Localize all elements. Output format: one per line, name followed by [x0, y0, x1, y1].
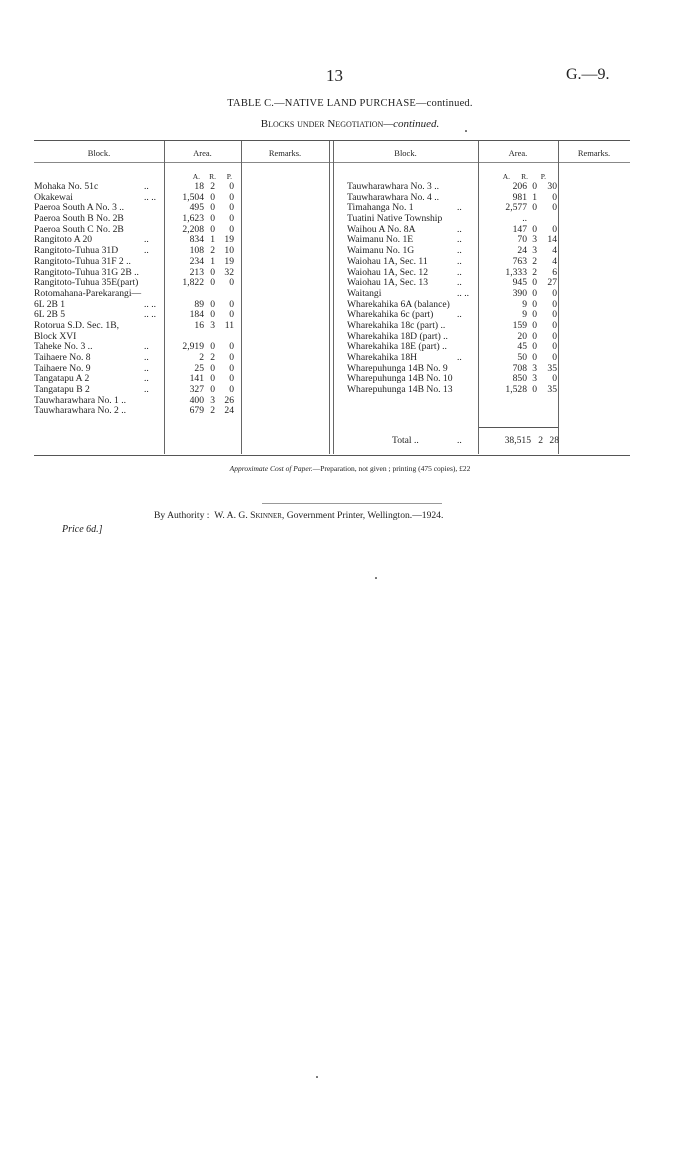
area-acres: 400: [189, 394, 204, 406]
total-lead: ..: [457, 435, 462, 446]
area-acres: 2,919: [182, 341, 204, 353]
area-acres: 9: [522, 309, 527, 321]
block-name: Wharepuhunga 14B No. 10: [347, 373, 453, 385]
block-name: Rangitoto-Tuhua 31D: [34, 245, 119, 257]
area-perches: 19: [224, 234, 234, 246]
document-code: G.—9.: [566, 66, 610, 83]
unit-roods: R.: [209, 172, 216, 181]
block-name: Waimanu No. 1G: [347, 245, 415, 257]
block-name: Tauwharawhara No. 2 ..: [34, 405, 127, 417]
area-roods: 0: [532, 202, 537, 214]
area-roods: 0: [532, 352, 537, 363]
area-perches: 0: [552, 352, 557, 363]
unit-roods: R.: [521, 172, 528, 181]
area-perches: 0: [229, 384, 234, 396]
col-divider-right-area: [558, 141, 559, 454]
area-roods: 0: [532, 384, 537, 396]
area-roods: 2: [210, 245, 215, 257]
area-roods: 3: [210, 319, 215, 331]
block-name: Rotomahana-Parekarangi—: [34, 287, 142, 299]
area-acres: 9: [522, 298, 527, 310]
cost-label: Approximate Cost of Paper.: [229, 464, 313, 473]
block-name: Rotorua S.D. Sec. 1B,: [34, 319, 120, 331]
cost-of-paper-note: [0, 464, 700, 473]
area-perches: 0: [229, 181, 234, 192]
area-perches: 0: [229, 277, 234, 289]
leader-dots: ..: [457, 352, 462, 363]
table-row: [347, 385, 558, 396]
header-remarks-right: Remarks.: [577, 148, 611, 158]
unit-acres: A.: [502, 172, 510, 181]
header-block-right: Block.: [394, 148, 417, 158]
area-perches: 35: [547, 362, 557, 374]
area-acres: 108: [189, 245, 204, 257]
area-acres: 981: [512, 191, 527, 203]
block-name: Timahanga No. 1: [347, 202, 414, 214]
block-name: Waiohau 1A, Sec. 11: [347, 255, 428, 267]
area-acres: 89: [194, 298, 204, 310]
area-roods: 0: [532, 181, 537, 192]
table-subtitle: [0, 118, 700, 130]
leader-dots: ..: [144, 384, 149, 396]
subtitle-main: Blocks under Negotiation: [260, 118, 384, 130]
price: Price 6d.]: [62, 524, 103, 535]
block-name: Wharekahika 18D (part) ..: [347, 330, 448, 342]
area-perches: 0: [229, 191, 234, 203]
area-roods: 3: [210, 394, 215, 406]
scan-speck: [465, 130, 467, 132]
total-rule: [478, 427, 558, 428]
header-block-left: Block.: [87, 148, 111, 158]
total-acres: 38,515: [504, 435, 531, 446]
area-roods: 0: [210, 223, 215, 235]
area-acres: 945: [512, 277, 527, 289]
table-bottom-rule: [34, 455, 630, 456]
area-acres: 2,577: [505, 202, 527, 214]
area-roods: 3: [532, 234, 537, 246]
unit-perches: P.: [540, 172, 546, 181]
area-perches: 0: [552, 330, 557, 342]
left-table-body: [34, 182, 241, 417]
scan-speck: [375, 577, 377, 579]
table-row: [34, 257, 241, 268]
area-acres: 206: [512, 181, 527, 192]
area-acres: 1,528: [505, 384, 527, 396]
block-name: Rangitoto-Tuhua 31F 2 ..: [34, 255, 131, 267]
block-name: Paeroa South C No. 2B: [34, 223, 124, 235]
area-acres: 159: [512, 319, 527, 331]
leader-dots: ..: [457, 245, 462, 257]
area-perches: 6: [552, 266, 557, 278]
block-name: Wharekahika 18c (part) ..: [347, 319, 446, 331]
area-perches: 0: [552, 309, 557, 321]
area-acres: 184: [189, 309, 204, 321]
area-roods: 0: [532, 298, 537, 310]
area-perches: 27: [547, 277, 557, 289]
area-acres: 1,822: [182, 277, 204, 289]
area-perches: 0: [229, 373, 234, 385]
area-acres: 708: [512, 362, 527, 374]
subtitle-continued: —continued.: [383, 118, 440, 130]
leader-dots: .. ..: [144, 298, 156, 310]
block-name: Waimanu No. 1E: [347, 234, 414, 246]
area-roods: 0: [210, 362, 215, 374]
authority-prefix: By Authority :: [154, 510, 210, 521]
table-top-rule: [34, 140, 630, 141]
header-area-right: Area.: [508, 148, 528, 158]
block-name: Taihaere No. 8: [34, 352, 91, 363]
authority-rule: [262, 503, 442, 504]
area-acres: 834: [189, 234, 204, 246]
area-perches: 0: [552, 319, 557, 331]
area-roods: 1: [532, 191, 537, 203]
col-divider-center-1: [329, 141, 330, 454]
area-perches: 26: [224, 394, 234, 406]
block-name: Rangitoto-Tuhua 35E(part): [34, 277, 139, 289]
block-name: Waiohau 1A, Sec. 13: [347, 277, 429, 289]
area-roods: 1: [210, 234, 215, 246]
area-roods: 0: [532, 309, 537, 321]
area-acres: 16: [194, 319, 204, 331]
block-name: Wharekahika 18H: [347, 352, 418, 363]
area-perches: 0: [229, 298, 234, 310]
area-perches: 10: [224, 245, 234, 257]
block-name: Paeroa South A No. 3 ..: [34, 202, 125, 214]
page-number: 13: [326, 66, 343, 85]
area-acres: 141: [189, 373, 204, 385]
block-name: Wharepuhunga 14B No. 9: [347, 362, 448, 374]
leader-dots: ..: [144, 352, 149, 363]
block-name: Waiohau 1A, Sec. 12: [347, 266, 429, 278]
block-name: Mohaka No. 51c: [34, 181, 99, 192]
area-roods: 3: [532, 373, 537, 385]
block-name: Tauwharawhara No. 3 ..: [347, 181, 440, 192]
area-roods: 0: [210, 341, 215, 353]
leader-dots: ..: [457, 266, 462, 278]
area-roods: 2: [210, 352, 215, 363]
block-name: Taheke No. 3 ..: [34, 341, 93, 353]
leader-dots: ..: [144, 181, 149, 192]
area-perches: 30: [547, 181, 557, 192]
area-perches: 0: [229, 352, 234, 363]
block-name: Rangitoto A 20: [34, 234, 93, 246]
area-acres: 763: [512, 255, 527, 267]
area-acres: 50: [517, 352, 527, 363]
area-perches: 24: [224, 405, 234, 417]
area-acres: ..: [522, 213, 527, 225]
area-roods: 0: [210, 202, 215, 214]
block-name: 6L 2B 1: [34, 298, 66, 310]
area-acres: 495: [189, 202, 204, 214]
block-name: Waitangi: [347, 287, 382, 299]
block-name: 6L 2B 5: [34, 309, 66, 321]
block-name: Block XVI: [34, 330, 77, 342]
leader-dots: ..: [457, 309, 462, 321]
area-acres: 679: [189, 405, 204, 417]
area-roods: 2: [532, 266, 537, 278]
area-perches: 11: [224, 319, 234, 331]
block-name: Waihou A No. 8A: [347, 223, 416, 235]
area-roods: 3: [532, 245, 537, 257]
area-perches: 32: [224, 266, 234, 278]
unit-acres: A.: [192, 172, 200, 181]
leader-dots: ..: [457, 202, 462, 214]
table-row: [347, 257, 558, 268]
area-perches: 0: [229, 213, 234, 225]
area-acres: 2,208: [182, 223, 204, 235]
area-acres: 25: [194, 362, 204, 374]
leader-dots: .. ..: [457, 287, 469, 299]
leader-dots: ..: [144, 245, 149, 257]
area-acres: 18: [194, 181, 204, 192]
leader-dots: ..: [144, 234, 149, 246]
table-row: [347, 289, 558, 300]
area-perches: 0: [552, 202, 557, 214]
area-perches: 0: [552, 191, 557, 203]
area-acres: 1,333: [505, 266, 527, 278]
right-table-body: [347, 182, 558, 396]
area-acres: 1,623: [182, 213, 204, 225]
area-roods: 0: [210, 277, 215, 289]
leader-dots: ..: [144, 341, 149, 353]
area-roods: 0: [210, 191, 215, 203]
leader-dots: .. ..: [144, 191, 156, 203]
block-name: Tangatapu B 2: [34, 384, 90, 396]
col-divider-center-2: [333, 141, 334, 454]
area-acres: 2: [199, 352, 204, 363]
block-name: Wharekahika 18E (part) ..: [347, 341, 447, 353]
block-name: Paeroa South B No. 2B: [34, 213, 124, 225]
area-roods: 0: [210, 373, 215, 385]
area-roods: 3: [532, 362, 537, 374]
total-label: Total ..: [392, 435, 419, 446]
area-roods: 1: [210, 255, 215, 267]
header-remarks-left: Remarks.: [268, 148, 302, 158]
area-perches: 0: [229, 362, 234, 374]
block-name: Tangatapu A 2: [34, 373, 90, 385]
block-name: Tuatini Native Township: [347, 213, 443, 225]
area-roods: 0: [532, 330, 537, 342]
cost-details: —Preparation, not given ; printing (475 copies), £22: [312, 464, 471, 473]
block-name: Taihaere No. 9: [34, 362, 91, 374]
col-divider-left-area: [241, 141, 242, 454]
area-roods: 0: [532, 341, 537, 353]
area-perches: 4: [552, 255, 557, 267]
area-acres: 1,504: [182, 191, 204, 203]
area-perches: 14: [547, 234, 557, 246]
total-perches: 28: [549, 435, 559, 446]
area-roods: 2: [532, 255, 537, 267]
table-title: TABLE C.—NATIVE LAND PURCHASE—continued.: [227, 98, 473, 109]
area-perches: 0: [552, 223, 557, 235]
area-perches: 0: [229, 309, 234, 321]
block-name: Tauwharawhara No. 4 ..: [347, 191, 440, 203]
total-row: [347, 435, 558, 447]
total-roods: 2: [538, 435, 543, 446]
area-acres: 45: [517, 341, 527, 353]
area-acres: 850: [512, 373, 527, 385]
block-name: Wharekahika 6A (balance): [347, 298, 450, 310]
area-roods: 0: [532, 223, 537, 235]
area-acres: 390: [512, 287, 527, 299]
area-perches: 0: [552, 298, 557, 310]
area-roods: 0: [210, 298, 215, 310]
leader-dots: ..: [457, 223, 462, 235]
block-name: Tauwharawhara No. 1 ..: [34, 394, 127, 406]
leader-dots: ..: [457, 277, 462, 289]
area-acres: 20: [517, 330, 527, 342]
area-perches: 0: [552, 373, 557, 385]
area-acres: 147: [512, 223, 527, 235]
leader-dots: ..: [144, 362, 149, 374]
block-name: Wharekahika 6c (part): [347, 309, 434, 321]
area-perches: 0: [229, 341, 234, 353]
area-roods: 0: [210, 213, 215, 225]
area-perches: 35: [547, 384, 557, 396]
area-roods: 2: [210, 181, 215, 192]
area-perches: 0: [229, 202, 234, 214]
area-roods: 0: [532, 287, 537, 299]
area-acres: 234: [189, 255, 204, 267]
area-acres: 327: [189, 384, 204, 396]
leader-dots: ..: [144, 373, 149, 385]
area-perches: 0: [552, 287, 557, 299]
unit-perches: P.: [226, 172, 232, 181]
table-row: [34, 289, 241, 300]
leader-dots: .. ..: [144, 309, 156, 321]
authority-line: [154, 510, 443, 521]
printer-name: W. A. G. Skinner: [214, 510, 282, 521]
area-perches: 0: [229, 223, 234, 235]
area-perches: 0: [552, 341, 557, 353]
leader-dots: ..: [457, 255, 462, 267]
area-perches: 19: [224, 255, 234, 267]
area-acres: 24: [517, 245, 527, 257]
area-roods: 0: [532, 277, 537, 289]
scan-speck: [316, 1076, 318, 1078]
block-name: Wharepuhunga 14B No. 13: [347, 384, 453, 396]
area-roods: 2: [210, 405, 215, 417]
area-roods: 0: [210, 384, 215, 396]
area-roods: 0: [532, 319, 537, 331]
area-acres: 213: [189, 266, 204, 278]
header-area-left: Area.: [193, 148, 212, 158]
table-header-rule: [34, 162, 630, 163]
block-name: Okakewai: [34, 191, 73, 203]
authority-rest: , Government Printer, Wellington.—1924.: [281, 510, 444, 521]
block-name: Rangitoto-Tuhua 31G 2B ..: [34, 266, 139, 278]
area-perches: 4: [552, 245, 557, 257]
area-roods: 0: [210, 309, 215, 321]
leader-dots: ..: [457, 234, 462, 246]
table-row: [34, 406, 241, 417]
area-roods: 0: [210, 266, 215, 278]
area-acres: 70: [517, 234, 527, 246]
